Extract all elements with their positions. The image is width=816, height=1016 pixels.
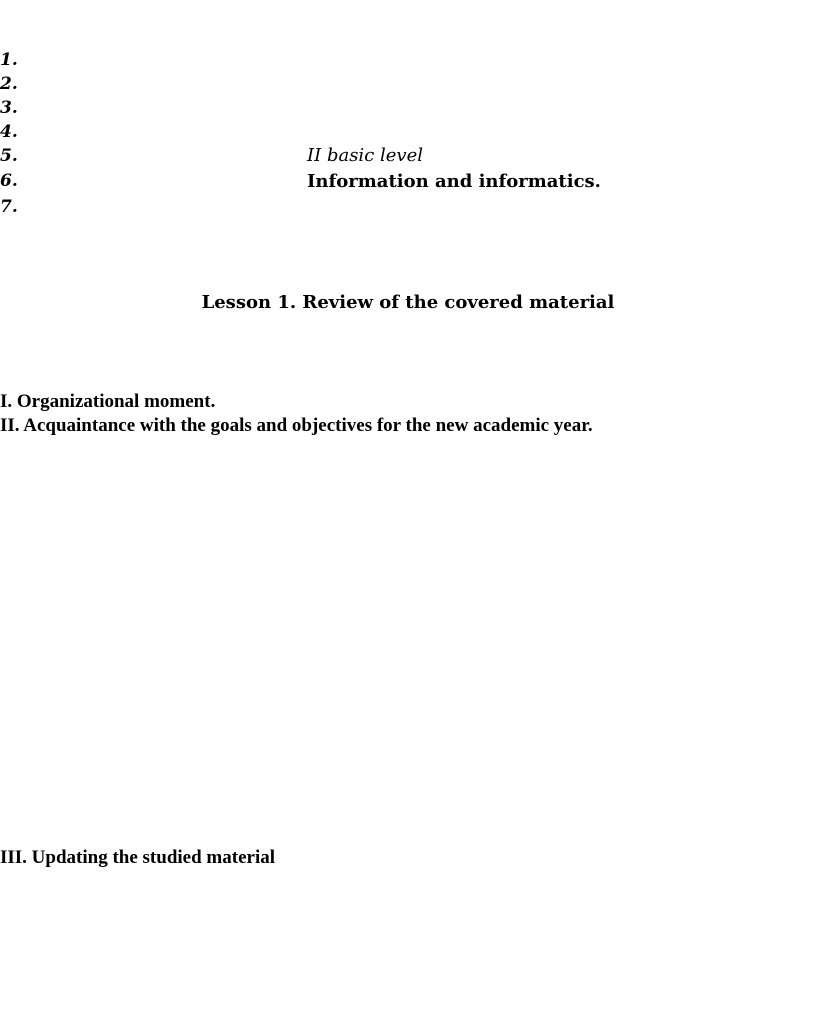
list-number-3: 3. (0, 98, 18, 118)
list-number-6: 6. (0, 171, 18, 191)
section-heading-organizational: I. Organizational moment. (0, 391, 216, 412)
list-number-4: 4. (0, 122, 18, 142)
list-number-1: 1. (0, 50, 18, 70)
list-number-2: 2. (0, 74, 18, 94)
lesson-title: Lesson 1. Review of the covered material (201, 292, 615, 313)
list-number-5: 5. (0, 146, 18, 166)
section-heading-updating: III. Updating the studied material (0, 847, 275, 868)
topic-title: Information and informatics. (307, 171, 601, 192)
list-number-7: 7. (0, 197, 18, 217)
section-heading-acquaintance: II. Acquaintance with the goals and objectives for the new academic year. (0, 415, 593, 436)
level-label: II basic level (307, 145, 423, 166)
